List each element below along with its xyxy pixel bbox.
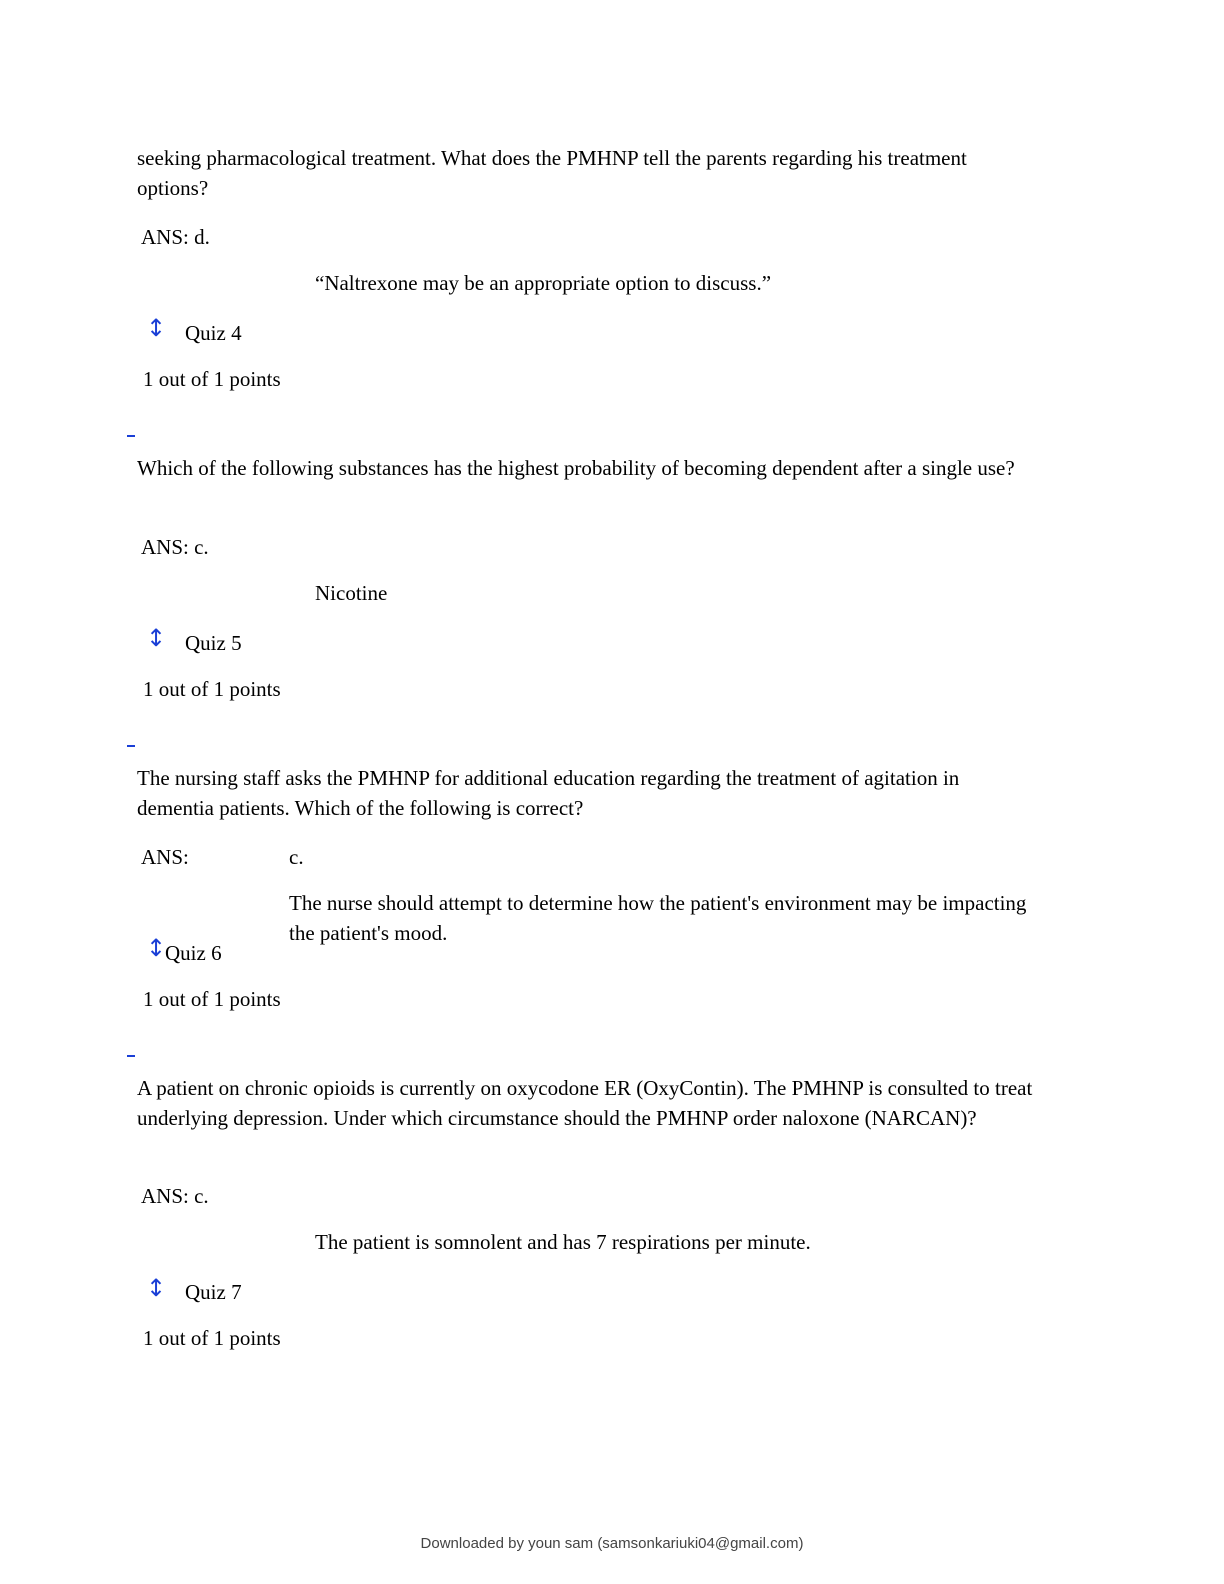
answer-label: ANS: c. [141,1184,209,1208]
answer-label: ANS: c. [141,535,209,559]
download-footer: Downloaded by youn sam (samsonkariuki04@gmail.com) [420,1535,804,1552]
quiz-title: Quiz 4 [185,321,242,345]
points-text: 1 out of 1 points [143,367,281,391]
up-down-arrow-icon[interactable]: ↕ [146,314,167,342]
dash-marker-icon [127,1055,135,1057]
points-text: 1 out of 1 points [143,1326,281,1350]
answer-letter: c. [289,845,304,869]
question-text: Which of the following substances has the highest probability of becoming dependent after a single use? [137,456,1015,480]
up-down-arrow-icon[interactable]: ↕ [146,934,167,962]
quiz-title: Quiz 7 [185,1280,242,1304]
question-text: A patient on chronic opioids is currently on oxycodone ER (OxyContin). The PMHNP is consulted to treat underlying depression. Under which circumstance should the PMHNP order naloxone (NARCAN)? [137,1076,1033,1130]
answer-label: ANS: d. [141,225,210,249]
points-text: 1 out of 1 points [143,987,281,1011]
answer-label: ANS: [141,845,189,869]
dash-marker-icon [127,745,135,747]
answer-text: Nicotine [315,581,388,605]
question-text: The nursing staff asks the PMHNP for additional education regarding the treatment of agitation in dementia patients. Which of the following is correct? [137,766,960,820]
answer-text: The patient is somnolent and has 7 respirations per minute. [315,1230,811,1254]
quiz-title: Quiz 6 [165,941,222,965]
up-down-arrow-icon[interactable]: ↕ [146,1274,167,1302]
up-down-arrow-icon[interactable]: ↕ [146,624,167,652]
dash-marker-icon [127,435,135,437]
answer-text: The nurse should attempt to determine how the patient's environment may be impacting the patient's mood. [289,891,1027,945]
quiz-title: Quiz 5 [185,631,242,655]
answer-text: “Naltrexone may be an appropriate option to discuss.” [315,271,772,295]
points-text: 1 out of 1 points [143,677,281,701]
question-text: seeking pharmacological treatment. What does the PMHNP tell the parents regarding his treatment options? [137,146,967,200]
